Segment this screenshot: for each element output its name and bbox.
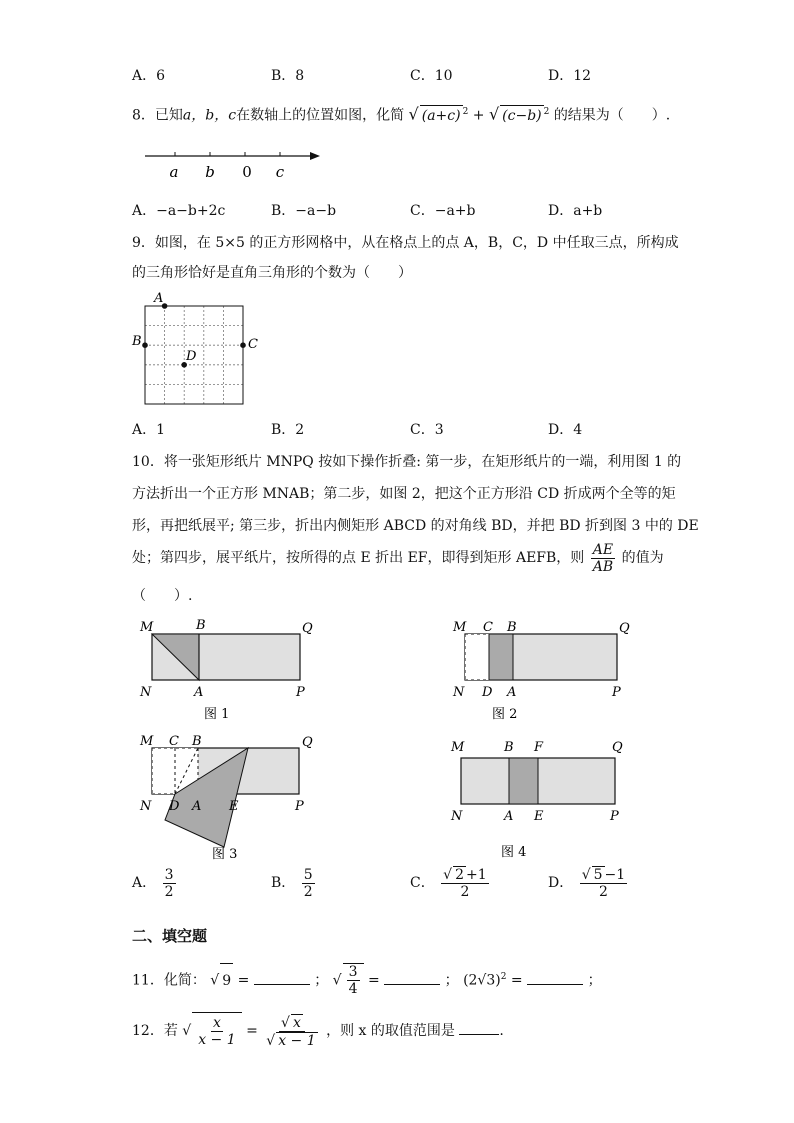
q10-stem-line5: （ ）. — [132, 588, 193, 604]
q10-opt-a-num: 3 — [164, 866, 174, 883]
q8-number-line — [140, 144, 330, 184]
section-title-fill-in: 二、填空题 — [132, 927, 208, 945]
svg-text:M: M — [451, 740, 465, 755]
svg-text:D: D — [482, 685, 493, 700]
q9-stem-line1: 9．如图，在 5×5 的正方形网格中，从在格点上的点 A，B，C，D 中任取三点，所构成 — [132, 235, 679, 251]
sqrt-icon: √ — [488, 104, 500, 124]
q12-frac-num-2: x — [292, 1014, 301, 1031]
axis-label-a: a — [169, 163, 179, 181]
q11-radicand-1: 9 — [220, 963, 233, 998]
q10-option-b-prefix: B． — [271, 875, 296, 891]
point-label-c: C — [248, 337, 258, 352]
point-label-b: B — [132, 334, 142, 349]
point-label-d: D — [186, 349, 197, 364]
svg-text:Q: Q — [302, 621, 313, 636]
q8-option-a: A．−a−b+2c — [132, 203, 226, 219]
q8-radicand-2: (c−b) — [500, 105, 543, 126]
svg-text:C: C — [169, 734, 179, 749]
q10-figure-3 — [132, 728, 332, 868]
arrow-right-icon — [310, 152, 320, 160]
q12-frac-den-1: x − 1 — [198, 1031, 236, 1048]
sqrt-icon: √ — [443, 867, 453, 883]
svg-text:B: B — [196, 618, 206, 633]
sqrt-icon: √ — [332, 972, 342, 989]
svg-text:F: F — [534, 740, 544, 755]
sqrt-icon: √ — [210, 972, 220, 989]
q12-frac-num-1: x — [212, 1014, 221, 1031]
q9-option-a: A．1 — [132, 422, 166, 438]
q9-option-b: B．2 — [271, 422, 305, 438]
sqrt-icon: √ — [408, 104, 419, 124]
q11-sep-1: ； — [314, 972, 329, 989]
svg-text:B: B — [504, 740, 514, 755]
axis-label-b: b — [205, 163, 215, 181]
q7-option-c: C．10 — [410, 68, 453, 84]
svg-text:E: E — [534, 809, 544, 824]
q10-line4-b: 的值为 — [621, 550, 664, 566]
q10-option-a-prefix: A． — [132, 875, 157, 891]
figure-caption-2: 图 2 — [492, 707, 518, 722]
q11-sep-3: ； — [587, 972, 602, 989]
q12-end: . — [499, 1023, 504, 1039]
svg-text:N: N — [140, 799, 152, 814]
svg-text:Q: Q — [612, 740, 623, 755]
q10-opt-c-radicand: 2 — [455, 867, 465, 883]
q11-label: 11．化简： — [132, 972, 206, 989]
q11-blank-1[interactable] — [254, 970, 310, 985]
svg-text:M: M — [453, 620, 467, 635]
q10-figure-4 — [444, 728, 644, 868]
q10-opt-b-num: 5 — [303, 866, 313, 883]
q10-option-d-prefix: D． — [548, 875, 574, 891]
q11-frac-den: 4 — [348, 981, 358, 998]
q8-option-c: C．−a+b — [410, 203, 476, 219]
svg-text:N: N — [140, 685, 152, 700]
q11-stem: 11．化简： √ 9 = ； √ $\frac{3}{4}$ = ； $(2√3)^2$ = ； — [132, 964, 602, 998]
q11-expr-3: (2√3) — [463, 972, 501, 989]
svg-text:C: C — [483, 620, 493, 635]
q8-stem-b: 在数轴上的位置如图，化简 — [236, 107, 405, 124]
q12-label: 12．若 — [132, 1023, 178, 1039]
sqrt-icon: √ — [182, 1023, 192, 1039]
sqrt-icon: √ — [281, 1014, 290, 1031]
q9-option-c: C．3 — [410, 422, 444, 438]
q10-figure-2 — [444, 614, 644, 724]
figure-caption-4: 图 4 — [501, 845, 527, 860]
axis-label-c: c — [275, 163, 285, 181]
q12-frac-den-2: x − 1 — [278, 1032, 316, 1049]
svg-text:P: P — [296, 685, 305, 700]
q10-opt-d-radicand: 5 — [593, 867, 603, 883]
svg-text:A: A — [504, 809, 514, 824]
q7-option-d: D．12 — [548, 68, 592, 84]
q8-stem-c: 的结果为（ ）. — [553, 107, 671, 124]
q8-vars: a，b，c — [182, 107, 237, 124]
q8-option-b: B．−a−b — [271, 203, 337, 219]
q10-opt-d-den: 2 — [598, 884, 608, 900]
svg-text:Q: Q — [619, 621, 630, 636]
svg-text:M: M — [140, 734, 154, 749]
q12-tail: ，则 x 的取值范围是 — [326, 1023, 455, 1039]
q10-frac-num: AE — [592, 541, 614, 558]
q11-sep-2: ； — [444, 972, 459, 989]
q10-opt-d-minus: −1 — [604, 867, 626, 883]
q10-stem-line4 — [132, 540, 664, 576]
q7-option-b: B．8 — [271, 68, 305, 84]
sqrt-icon: √ — [266, 1032, 276, 1049]
svg-text:N: N — [451, 809, 463, 824]
q8-stem: 8．已知a，b，c在数轴上的位置如图，化简 √ (a+c) $^2$ + √ (c−b) $^2$ 的结果为（ ）. — [132, 104, 671, 124]
q10-fraction — [591, 542, 615, 575]
svg-text:P: P — [295, 799, 304, 814]
q10-option-c-prefix: C． — [410, 875, 435, 891]
svg-text:B: B — [507, 620, 517, 635]
figure-caption-3: 图 3 — [212, 847, 238, 862]
svg-text:P: P — [612, 685, 621, 700]
q10-stem-line1: 10．将一张矩形纸片 MNPQ 按如下操作折叠: 第一步，在矩形纸片的一端，利用图 1 的 — [132, 454, 682, 470]
svg-text:A: A — [192, 799, 202, 814]
q10-opt-a-den: 2 — [164, 883, 174, 900]
figure-caption-1: 图 1 — [204, 707, 230, 722]
q10-opt-c-plus: +1 — [466, 867, 487, 883]
svg-text:N: N — [453, 685, 465, 700]
q8-option-d: D．a+b — [548, 203, 603, 219]
q10-option-c — [410, 866, 491, 900]
svg-text:E: E — [229, 799, 239, 814]
svg-text:A: A — [194, 685, 204, 700]
svg-text:D: D — [169, 799, 180, 814]
q9-grid-figure — [130, 290, 270, 410]
svg-text:B: B — [192, 734, 202, 749]
q8-radicand-1: (a+c) — [420, 105, 463, 126]
svg-text:Q: Q — [302, 735, 313, 750]
q10-option-d — [548, 866, 629, 900]
svg-text:M: M — [140, 620, 154, 635]
q7-option-a: A．6 — [132, 68, 166, 84]
q12-blank[interactable] — [459, 1020, 499, 1035]
sqrt-icon: √ — [581, 867, 591, 883]
q10-stem-line3: 形，再把纸展平; 第三步，折出内侧矩形 ABCD 的对角线 BD，并把 BD 折到图 3 中的 DE — [132, 518, 699, 534]
q10-figure-1 — [132, 614, 332, 724]
q11-blank-2[interactable] — [384, 970, 440, 985]
q10-frac-den: AB — [592, 558, 614, 575]
q8-stem-a: 8．已知 — [132, 107, 183, 124]
q9-option-d: D．4 — [548, 422, 583, 438]
q10-opt-c-den: 2 — [460, 884, 470, 900]
q12-stem: 12．若 √ $\frac{x}{x - 1}$ = $\frac{√ x}{√ x - 1}$ ，则 x 的取值范围是 . — [132, 1012, 504, 1049]
q10-option-a — [132, 866, 178, 900]
q10-opt-b-den: 2 — [303, 883, 313, 900]
point-label-a: A — [154, 291, 164, 306]
svg-text:A: A — [507, 685, 517, 700]
q9-stem-line2: 的三角形恰好是直角三角形的个数为（ ） — [132, 265, 412, 281]
q10-stem-line2: 方法折出一个正方形 MNAB；第二步，如图 2，把这个正方形沿 CD 折成两个全等的矩 — [132, 486, 676, 502]
q11-blank-3[interactable] — [527, 970, 583, 985]
q10-line4-a: 处；第四步，展平纸片，按所得的点 E 折出 EF，即得到矩形 AEFB，则 — [132, 550, 585, 566]
axis-label-0: 0 — [242, 163, 252, 181]
q11-frac-num: 3 — [348, 964, 358, 981]
svg-text:P: P — [610, 809, 619, 824]
q10-option-b — [271, 866, 317, 900]
